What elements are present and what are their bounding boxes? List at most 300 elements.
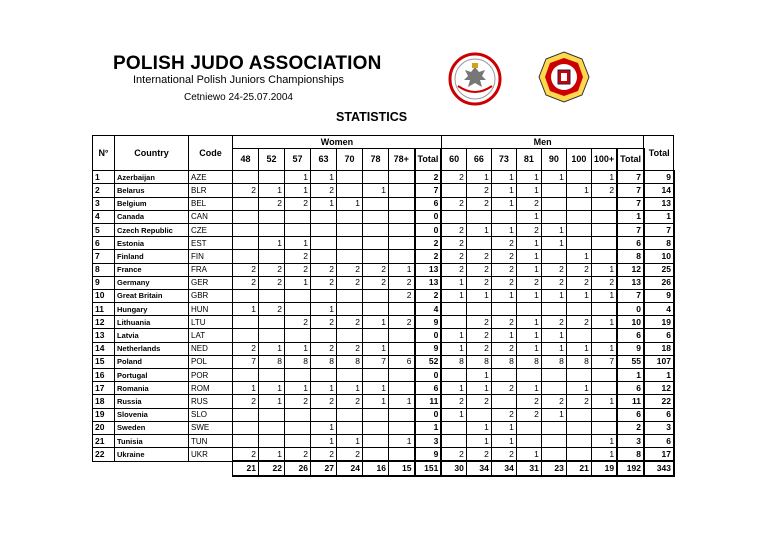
women-total-cell: 7 [415,184,442,197]
men-count-cell: 2 [516,223,541,236]
men-total-cell: 6 [617,408,644,421]
col-header-country: Country [115,136,189,171]
men-count-cell [566,197,591,210]
grand-total-cell: 1 [644,210,674,223]
men-count-cell: 2 [466,197,491,210]
men-total-cell: 10 [617,316,644,329]
women-count-cell: 1 [311,197,337,210]
women-count-cell [233,197,259,210]
women-count-cell: 1 [389,263,415,276]
country-code: SWE [189,421,233,434]
men-count-cell [591,369,617,382]
women-count-cell: 2 [233,395,259,408]
men-count-cell: 1 [491,184,516,197]
men-count-cell [566,223,591,236]
women-count-cell [285,223,311,236]
men-count-cell: 1 [441,382,466,395]
men-count-cell [566,171,591,184]
women-count-cell [389,448,415,462]
men-count-cell: 2 [591,184,617,197]
women-total-cell: 3 [415,434,442,447]
grand-total-cell: 7 [644,223,674,236]
country-name: Poland [115,355,189,368]
men-count-cell [541,369,566,382]
women-count-cell: 2 [285,197,311,210]
women-count-cell [363,210,389,223]
women-count-cell: 1 [259,395,285,408]
men-weight-header: 73 [491,149,516,171]
women-count-cell [233,289,259,302]
table-row [93,395,674,408]
women-total-cell: 52 [415,355,442,368]
men-count-cell: 1 [591,342,617,355]
country-code: POL [189,355,233,368]
women-count-cell: 2 [285,250,311,263]
table-row [93,250,674,263]
table-row [93,421,674,434]
women-count-cell: 2 [285,448,311,462]
grand-total-cell: 22 [644,395,674,408]
country-name: Latvia [115,329,189,342]
men-count-cell: 2 [466,342,491,355]
men-count-cell: 8 [491,355,516,368]
men-count-cell: 2 [491,237,516,250]
men-count-cell [441,421,466,434]
men-count-cell [566,237,591,250]
men-total-cell: 13 [617,276,644,289]
men-count-cell: 2 [441,223,466,236]
grand-total-cell: 9 [644,289,674,302]
men-count-cell: 1 [541,408,566,421]
women-count-cell: 2 [311,448,337,462]
men-count-cell [541,448,566,462]
women-count-cell: 2 [389,289,415,302]
men-total-cell: 12 [617,263,644,276]
table-row [93,263,674,276]
men-count-cell: 1 [516,263,541,276]
men-count-cell [591,210,617,223]
country-code: EST [189,237,233,250]
women-count-cell [337,369,363,382]
men-count-cell: 2 [566,263,591,276]
women-total-cell: 9 [415,316,442,329]
women-count-cell [285,303,311,316]
women-count-cell [337,329,363,342]
country-name: Great Britain [115,289,189,302]
women-count-cell [389,250,415,263]
grand-total-cell: 6 [644,434,674,447]
men-count-cell: 1 [516,250,541,263]
women-column-total: 22 [259,461,285,475]
men-total-cell: 6 [617,329,644,342]
men-count-cell [491,210,516,223]
judo-association-logo [537,50,591,104]
country-code: AZE [189,171,233,184]
women-weight-header: 63 [311,149,337,171]
women-weight-header: 78+ [389,149,415,171]
women-count-cell: 2 [311,184,337,197]
table-row [93,184,674,197]
women-count-cell [337,210,363,223]
men-total-cell: 7 [617,289,644,302]
totals-row [93,461,674,475]
women-count-cell [285,289,311,302]
women-count-cell [259,210,285,223]
row-number: 2 [93,184,115,197]
women-total-cell: 0 [415,223,442,236]
men-count-cell [441,434,466,447]
women-count-cell [259,408,285,421]
country-name: Ukraine [115,448,189,462]
women-count-cell [363,289,389,302]
women-count-cell [389,369,415,382]
women-grand-total: 151 [415,461,442,475]
grand-total-cell: 6 [644,329,674,342]
row-number: 9 [93,276,115,289]
page-title: POLISH JUDO ASSOCIATION [113,53,382,74]
men-count-cell: 1 [541,223,566,236]
grand-total-cell: 19 [644,316,674,329]
men-count-cell [591,329,617,342]
women-column-total: 16 [363,461,389,475]
row-number: 19 [93,408,115,421]
women-count-cell [233,171,259,184]
women-count-cell [311,329,337,342]
men-count-cell: 2 [441,250,466,263]
women-count-cell: 1 [389,395,415,408]
men-column-total: 30 [441,461,466,475]
country-name: Belarus [115,184,189,197]
men-count-cell: 1 [591,395,617,408]
women-count-cell [389,171,415,184]
men-count-cell: 8 [566,355,591,368]
men-count-cell [491,303,516,316]
women-count-cell: 2 [337,276,363,289]
men-total-cell: 7 [617,223,644,236]
country-code: FRA [189,263,233,276]
men-count-cell: 1 [516,382,541,395]
country-code: ROM [189,382,233,395]
men-count-cell: 2 [491,382,516,395]
women-count-cell: 8 [337,355,363,368]
country-code: UKR [189,448,233,462]
men-total-cell: 55 [617,355,644,368]
men-count-cell: 2 [466,263,491,276]
men-count-cell: 1 [441,276,466,289]
women-count-cell: 2 [233,184,259,197]
men-weight-header: 90 [541,149,566,171]
men-count-cell: 2 [516,395,541,408]
table-row [93,289,674,302]
women-count-cell [285,408,311,421]
men-count-cell: 1 [441,289,466,302]
women-count-cell: 1 [311,382,337,395]
men-weight-header: 100 [566,149,591,171]
women-total-cell: 9 [415,342,442,355]
men-count-cell: 2 [541,263,566,276]
men-count-cell [591,408,617,421]
men-count-cell: 2 [466,329,491,342]
women-total-cell: 0 [415,408,442,421]
country-code: LAT [189,329,233,342]
country-code: GBR [189,289,233,302]
men-count-cell [566,448,591,462]
men-count-cell: 8 [516,355,541,368]
women-count-cell: 1 [363,395,389,408]
men-count-cell [441,303,466,316]
country-code: NED [189,342,233,355]
women-count-cell: 2 [363,263,389,276]
men-total-cell: 7 [617,171,644,184]
men-count-cell: 2 [566,316,591,329]
grand-total-cell: 4 [644,303,674,316]
country-name: Tunisia [115,434,189,447]
men-count-cell: 1 [541,342,566,355]
men-count-cell: 2 [441,263,466,276]
men-count-cell [566,421,591,434]
women-count-cell [337,250,363,263]
men-count-cell: 2 [466,250,491,263]
country-name: Canada [115,210,189,223]
men-count-cell: 2 [441,197,466,210]
women-count-cell [285,210,311,223]
table-row [93,223,674,236]
men-count-cell: 2 [516,408,541,421]
country-code: CAN [189,210,233,223]
women-total-cell: 4 [415,303,442,316]
men-count-cell: 2 [516,276,541,289]
men-count-cell: 2 [441,395,466,408]
grand-total-cell: 6 [644,408,674,421]
row-number: 16 [93,369,115,382]
men-count-cell [516,303,541,316]
row-number: 4 [93,210,115,223]
men-count-cell: 1 [516,329,541,342]
men-count-cell: 2 [491,276,516,289]
men-count-cell [591,197,617,210]
col-header-men: Men [441,136,644,149]
men-count-cell: 1 [591,171,617,184]
women-count-cell [259,434,285,447]
women-total-cell: 13 [415,276,442,289]
men-count-cell: 2 [466,395,491,408]
women-count-cell [363,197,389,210]
women-count-cell [337,421,363,434]
women-count-cell: 1 [285,237,311,250]
women-weight-header: Total [415,149,442,171]
statistics-heading: STATISTICS [336,110,408,124]
men-count-cell: 1 [466,289,491,302]
women-count-cell [233,316,259,329]
men-count-cell: 2 [491,408,516,421]
grand-total-cell: 1 [644,369,674,382]
men-count-cell: 2 [591,276,617,289]
country-name: Netherlands [115,342,189,355]
women-count-cell [389,342,415,355]
men-count-cell: 2 [491,250,516,263]
men-count-cell: 2 [566,276,591,289]
men-column-total: 34 [466,461,491,475]
row-number: 17 [93,382,115,395]
men-total-cell: 2 [617,421,644,434]
country-code: BEL [189,197,233,210]
men-count-cell: 2 [516,197,541,210]
women-count-cell: 2 [363,276,389,289]
men-count-cell: 2 [466,316,491,329]
men-count-cell: 1 [566,289,591,302]
men-count-cell: 1 [466,369,491,382]
women-count-cell: 2 [259,263,285,276]
women-count-cell: 2 [233,263,259,276]
men-weight-header: 66 [466,149,491,171]
men-weight-header: 81 [516,149,541,171]
men-count-cell: 1 [491,289,516,302]
women-total-cell: 2 [415,171,442,184]
men-count-cell: 1 [566,342,591,355]
women-count-cell [389,210,415,223]
table-row [93,197,674,210]
row-number: 6 [93,237,115,250]
country-name: Finland [115,250,189,263]
men-count-cell [466,303,491,316]
totals-spacer [93,461,233,475]
country-name: Romania [115,382,189,395]
men-count-cell [591,421,617,434]
women-count-cell [311,408,337,421]
women-weight-header: 70 [337,149,363,171]
men-count-cell [591,223,617,236]
women-count-cell: 2 [259,197,285,210]
women-count-cell: 1 [363,316,389,329]
women-count-cell [389,382,415,395]
women-count-cell [363,369,389,382]
women-count-cell [337,289,363,302]
women-total-cell: 0 [415,210,442,223]
men-column-total: 21 [566,461,591,475]
men-column-total: 23 [541,461,566,475]
women-count-cell [363,223,389,236]
women-total-cell: 2 [415,250,442,263]
men-count-cell: 1 [591,263,617,276]
men-column-total: 31 [516,461,541,475]
men-count-cell: 2 [441,171,466,184]
country-code: BLR [189,184,233,197]
men-grand-total: 192 [617,461,644,475]
statistics-table [92,135,675,477]
grand-total-cell: 107 [644,355,674,368]
country-code: POR [189,369,233,382]
men-count-cell [566,369,591,382]
men-count-cell: 2 [466,184,491,197]
women-count-cell: 2 [233,448,259,462]
men-count-cell [441,316,466,329]
row-number: 13 [93,329,115,342]
men-count-cell: 1 [516,448,541,462]
men-count-cell: 2 [466,448,491,462]
women-weight-header: 57 [285,149,311,171]
men-count-cell: 2 [441,448,466,462]
men-total-cell: 3 [617,434,644,447]
women-count-cell [389,421,415,434]
men-count-cell: 1 [516,237,541,250]
men-count-cell: 1 [591,434,617,447]
men-count-cell [466,408,491,421]
women-weight-header: 48 [233,149,259,171]
men-count-cell: 1 [491,421,516,434]
country-name: Czech Republic [115,223,189,236]
men-total-cell: 8 [617,448,644,462]
women-count-cell: 2 [337,448,363,462]
women-count-cell: 2 [389,316,415,329]
country-name: Belgium [115,197,189,210]
country-code: GER [189,276,233,289]
women-count-cell [337,223,363,236]
table-row [93,355,674,368]
men-count-cell [591,237,617,250]
women-count-cell [233,408,259,421]
women-count-cell: 2 [337,263,363,276]
men-count-cell [491,369,516,382]
grand-total-cell: 9 [644,171,674,184]
women-count-cell [233,434,259,447]
country-name: France [115,263,189,276]
country-code: SLO [189,408,233,421]
women-count-cell: 2 [311,276,337,289]
women-count-cell [285,434,311,447]
country-name: Hungary [115,303,189,316]
men-count-cell: 8 [441,355,466,368]
women-count-cell [259,316,285,329]
women-count-cell [363,408,389,421]
women-count-cell [285,329,311,342]
women-count-cell [259,171,285,184]
grand-total-cell: 25 [644,263,674,276]
women-count-cell [311,237,337,250]
men-count-cell: 1 [541,171,566,184]
women-count-cell [337,303,363,316]
women-count-cell [233,369,259,382]
table-row [93,408,674,421]
women-count-cell: 1 [311,171,337,184]
men-count-cell: 2 [541,276,566,289]
men-count-cell: 1 [566,250,591,263]
men-weight-header: Total [617,149,644,171]
men-count-cell: 1 [516,210,541,223]
men-count-cell: 1 [516,342,541,355]
country-name: Germany [115,276,189,289]
women-count-cell [259,421,285,434]
men-count-cell: 1 [516,184,541,197]
men-count-cell [541,303,566,316]
women-count-cell: 2 [311,263,337,276]
men-weight-header: 100+ [591,149,617,171]
men-total-cell: 1 [617,210,644,223]
women-count-cell: 1 [363,382,389,395]
men-count-cell: 1 [441,329,466,342]
men-count-cell [516,369,541,382]
grand-total-cell: 3 [644,421,674,434]
men-count-cell [541,184,566,197]
polish-eagle-emblem-logo [448,52,502,106]
women-total-cell: 2 [415,237,442,250]
men-count-cell [441,369,466,382]
women-count-cell: 8 [311,355,337,368]
table-row [93,210,674,223]
men-count-cell: 1 [591,448,617,462]
women-count-cell [337,237,363,250]
women-count-cell [363,329,389,342]
women-count-cell: 2 [285,263,311,276]
